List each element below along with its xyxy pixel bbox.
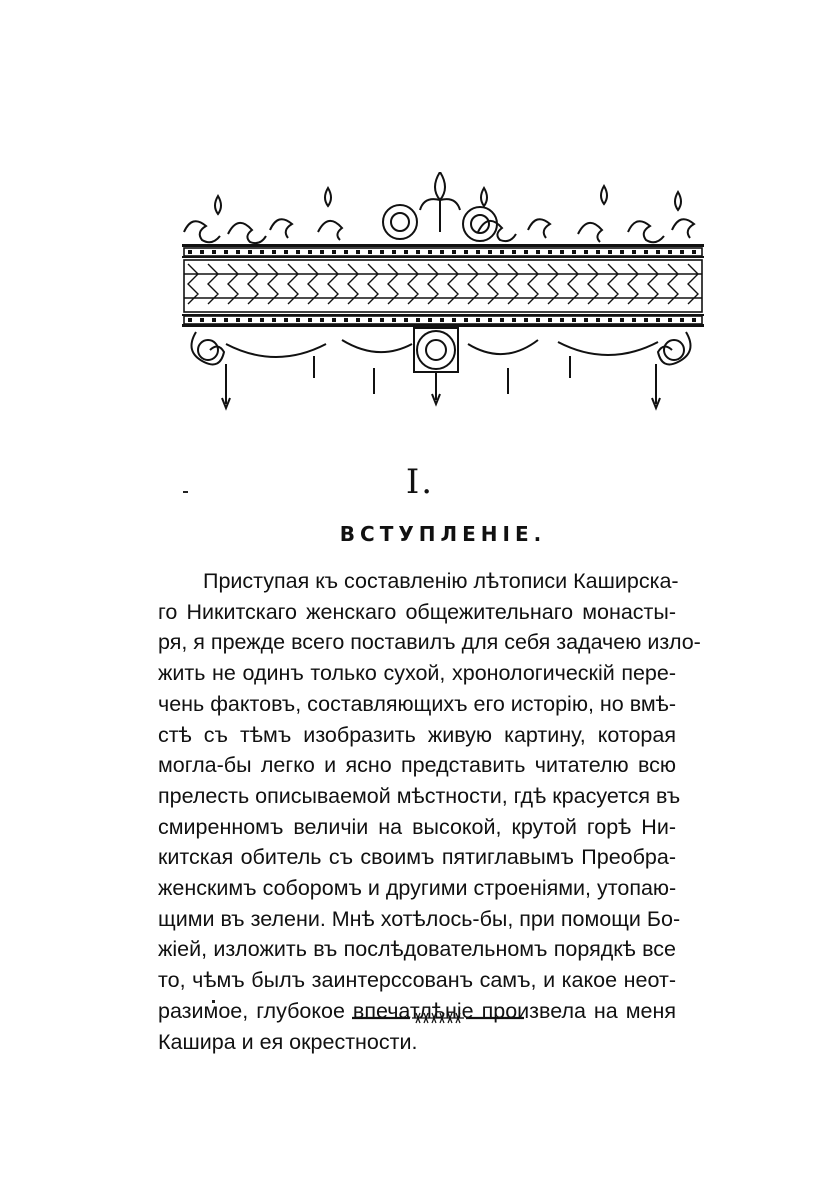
text-line: жить не одинъ только сухой, хронологическій пере- xyxy=(158,661,676,686)
tailpiece-rule xyxy=(350,1008,526,1030)
body-paragraph xyxy=(158,566,701,1057)
text-line: чень фактовъ, составляющихъ его исторію, но вмѣ- xyxy=(158,691,677,716)
text-line: Кашира и ея окрестности. xyxy=(158,1029,418,1054)
text-line: стѣ съ тѣмъ изобразить живую картину, которая xyxy=(158,722,676,747)
chapter-title: ВСТУПЛЕНІЕ. xyxy=(339,522,547,546)
text-line: жіей, изложить въ послѣдовательномъ порядкѣ все xyxy=(158,937,676,962)
text-line: женскимъ соборомъ и другими строеніями, утопаю- xyxy=(158,876,677,901)
text-line: ря, я прежде всего поставилъ для себя задачею изло- xyxy=(158,630,701,655)
text-line: то, чѣмъ былъ заинтерссованъ самъ, и какое неот- xyxy=(158,968,676,993)
text-line: го Никитскаго женскаго общежительнаго монасты- xyxy=(158,599,676,624)
text-line: китская обитель съ своимъ пятиглавымъ Преобра- xyxy=(158,845,676,870)
text-line: Приступая къ составленію лѣтописи Каширска- xyxy=(203,569,679,593)
stray-mark xyxy=(183,491,188,493)
text-line: смиренномъ величіи на высокой, крутой горѣ Ни- xyxy=(158,814,676,839)
text-line: прелесть описываемой мѣстности, гдѣ красуется въ xyxy=(158,783,681,808)
chapter-numeral: I. xyxy=(405,462,435,502)
text-line: щими въ зелени. Мнѣ хотѣлось-бы, при помощи Бо- xyxy=(158,906,681,931)
text-line: могла-бы легко и ясно представить читателю всю xyxy=(158,753,676,778)
text-line: разимое, глубокое впечатлѣніе произвела на меня xyxy=(158,998,676,1023)
ornamental-headpiece xyxy=(178,172,708,412)
